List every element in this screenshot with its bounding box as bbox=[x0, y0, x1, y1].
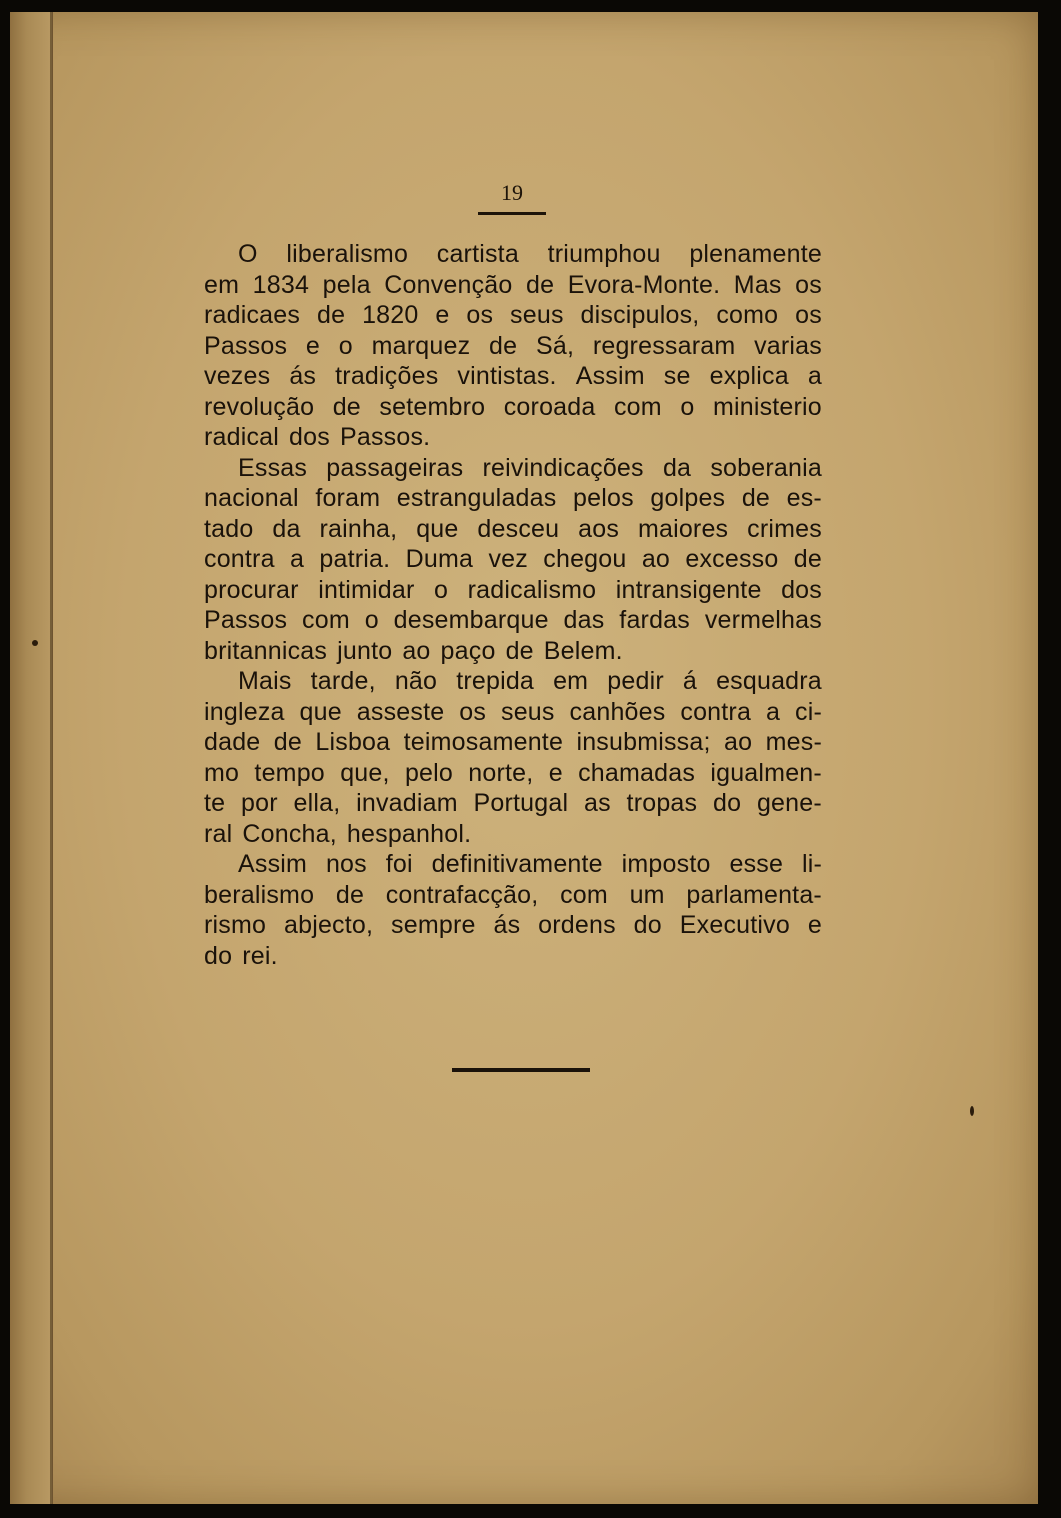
word: tarde, bbox=[310, 667, 376, 695]
word: de bbox=[332, 392, 361, 421]
word: dos bbox=[781, 575, 822, 604]
ink-speck bbox=[970, 1106, 974, 1116]
word: ao bbox=[402, 636, 431, 665]
word: Executivo bbox=[679, 911, 790, 939]
word: os bbox=[466, 301, 494, 329]
text-line bbox=[204, 819, 822, 850]
text-line bbox=[204, 727, 822, 758]
word: de bbox=[273, 728, 303, 756]
word: Portugal bbox=[473, 789, 569, 817]
word: a bbox=[765, 697, 781, 726]
word: Sá, bbox=[535, 331, 575, 360]
word: procurar bbox=[204, 575, 299, 604]
word: invadiam bbox=[356, 789, 458, 817]
word: triumphou bbox=[547, 240, 661, 268]
word: maiores bbox=[637, 514, 729, 543]
word: mes- bbox=[765, 728, 822, 756]
word: ministerio bbox=[712, 392, 822, 421]
word: paço bbox=[440, 636, 496, 665]
word: es- bbox=[786, 484, 822, 512]
word: o bbox=[680, 392, 695, 421]
word: Passos bbox=[204, 606, 288, 634]
text-line bbox=[204, 544, 822, 575]
binding-edge bbox=[50, 12, 52, 1504]
text-line bbox=[204, 361, 822, 392]
word: setembro bbox=[379, 392, 486, 421]
word: nos bbox=[325, 850, 367, 878]
word: pedir bbox=[607, 667, 664, 695]
word: pela bbox=[322, 270, 371, 299]
word: Passos bbox=[204, 331, 288, 360]
text-line bbox=[204, 239, 822, 270]
word: de bbox=[316, 301, 346, 329]
word: chegou bbox=[543, 545, 627, 573]
word: imposto bbox=[621, 850, 711, 878]
text-line bbox=[204, 788, 822, 819]
text-line bbox=[204, 849, 822, 880]
word: que bbox=[416, 514, 459, 543]
word: foi bbox=[385, 850, 413, 878]
word: e bbox=[435, 301, 450, 329]
word: li- bbox=[801, 850, 822, 878]
word: das bbox=[563, 606, 605, 634]
word: o bbox=[338, 331, 353, 360]
text-line bbox=[204, 758, 822, 789]
word: radical bbox=[204, 423, 280, 451]
word: aos bbox=[578, 514, 620, 543]
text-line bbox=[204, 666, 822, 697]
word: da bbox=[662, 453, 692, 482]
word: a bbox=[290, 545, 305, 573]
word: os bbox=[795, 270, 822, 299]
word: com bbox=[302, 606, 350, 634]
word: cartista bbox=[436, 240, 519, 268]
word: tado bbox=[204, 514, 254, 543]
word: ordens bbox=[538, 911, 616, 939]
word: britannicas bbox=[204, 636, 328, 665]
word: abjecto, bbox=[283, 911, 374, 939]
word: contra bbox=[204, 545, 275, 573]
word: 1834 bbox=[252, 270, 310, 299]
word: patria. bbox=[319, 545, 391, 573]
word: fardas bbox=[619, 606, 690, 634]
word: gene- bbox=[756, 789, 822, 817]
word: plenamente bbox=[689, 240, 822, 268]
word: vez bbox=[488, 545, 528, 573]
word: em bbox=[204, 270, 240, 299]
word: do bbox=[633, 911, 662, 939]
word: em bbox=[553, 667, 589, 695]
word: ella, bbox=[293, 789, 341, 817]
word: sempre bbox=[391, 911, 476, 939]
word: esquadra bbox=[716, 667, 822, 695]
word: tropas bbox=[626, 789, 698, 817]
word: discipulos, bbox=[580, 301, 700, 329]
word: as bbox=[583, 789, 611, 817]
word: marquez bbox=[371, 331, 471, 360]
word: e bbox=[548, 758, 563, 787]
word: Essas bbox=[238, 453, 308, 482]
word: liberalismo bbox=[286, 240, 409, 268]
word: 1820 bbox=[362, 301, 419, 329]
word: insubmissa; bbox=[576, 728, 711, 756]
page-number-rule bbox=[478, 212, 546, 215]
end-rule bbox=[452, 1068, 590, 1072]
word: de bbox=[526, 270, 555, 299]
word: beralismo bbox=[204, 880, 315, 909]
word: á bbox=[682, 667, 698, 695]
word: que bbox=[299, 697, 342, 726]
word: coroada bbox=[503, 392, 596, 421]
word: seus bbox=[510, 301, 564, 329]
word: ás bbox=[289, 362, 317, 390]
word: Mais bbox=[238, 667, 292, 695]
word: do bbox=[712, 789, 742, 817]
page-binding bbox=[10, 12, 53, 1504]
text-line bbox=[204, 636, 822, 667]
word: ingleza bbox=[204, 697, 285, 726]
word: rei. bbox=[242, 941, 278, 970]
text-line bbox=[204, 300, 822, 331]
text-line bbox=[204, 575, 822, 606]
word: contrafacção, bbox=[385, 880, 539, 909]
word: que, bbox=[340, 758, 390, 787]
word: da bbox=[272, 514, 301, 543]
word: chamadas bbox=[578, 758, 696, 787]
word: Assim bbox=[238, 850, 308, 878]
word: hespanhol. bbox=[346, 819, 472, 848]
word: excesso bbox=[685, 545, 779, 573]
word: Concha, bbox=[242, 819, 337, 848]
word: nacional bbox=[204, 484, 299, 512]
word: de bbox=[335, 880, 365, 909]
word: pelo bbox=[404, 758, 454, 787]
word: um bbox=[629, 880, 665, 909]
word: varias bbox=[754, 331, 822, 360]
word: norte, bbox=[468, 758, 534, 787]
word: revolução bbox=[204, 392, 315, 421]
word: com bbox=[560, 880, 608, 909]
ink-speck bbox=[32, 640, 38, 646]
word: O bbox=[238, 240, 258, 268]
word: pelos bbox=[573, 484, 634, 512]
text-line bbox=[204, 392, 822, 423]
word: passageiras bbox=[326, 453, 464, 482]
word: com bbox=[613, 392, 662, 421]
page-number: 19 bbox=[501, 180, 523, 205]
word: regressaram bbox=[592, 331, 736, 360]
body-text bbox=[204, 239, 822, 971]
word: parlamenta- bbox=[686, 880, 822, 909]
word: Evora-Monte. bbox=[567, 270, 721, 299]
word: Duma bbox=[405, 545, 474, 573]
word: canhões bbox=[569, 697, 666, 726]
word: dos bbox=[289, 423, 330, 451]
word: Belem. bbox=[543, 636, 623, 665]
text-line bbox=[204, 697, 822, 728]
word: Assim bbox=[575, 362, 645, 390]
word: radicaes bbox=[204, 301, 301, 329]
word: dade bbox=[204, 728, 261, 756]
word: ci- bbox=[795, 697, 822, 726]
word: seus bbox=[501, 697, 555, 726]
word: crimes bbox=[747, 514, 822, 543]
word: do bbox=[204, 941, 233, 970]
word: e bbox=[305, 331, 321, 360]
word: Lisboa bbox=[315, 728, 391, 756]
word: intransigente bbox=[615, 575, 762, 604]
text-line bbox=[204, 270, 822, 301]
text-line bbox=[204, 941, 822, 972]
word: o bbox=[364, 606, 379, 634]
word: desceu bbox=[477, 514, 560, 543]
text-line bbox=[204, 483, 822, 514]
word: golpes bbox=[650, 484, 726, 512]
word: contra bbox=[680, 697, 752, 726]
word: os bbox=[795, 301, 822, 329]
word: radicalismo bbox=[467, 575, 597, 604]
word: intimidar bbox=[318, 575, 415, 604]
word: por bbox=[241, 789, 278, 817]
word: mo bbox=[204, 758, 240, 787]
word: de bbox=[741, 484, 771, 512]
word: Passos. bbox=[339, 423, 431, 451]
word: vintistas. bbox=[457, 362, 557, 390]
word: de bbox=[505, 636, 534, 665]
word: definitivamente bbox=[431, 850, 603, 878]
word: foram bbox=[315, 484, 381, 512]
word: esse bbox=[729, 850, 784, 878]
word: soberania bbox=[710, 453, 822, 482]
word: se bbox=[663, 362, 691, 390]
word: teimosamente bbox=[403, 728, 564, 756]
text-line bbox=[204, 453, 822, 484]
text-line bbox=[204, 880, 822, 911]
word: não bbox=[394, 667, 438, 695]
word: ao bbox=[724, 728, 753, 756]
word: ral bbox=[204, 819, 233, 848]
word: asseste bbox=[356, 697, 445, 726]
word: os bbox=[459, 697, 487, 726]
word: te bbox=[204, 789, 226, 817]
word: como bbox=[716, 301, 779, 329]
word: o bbox=[434, 575, 449, 604]
word: a bbox=[807, 362, 822, 390]
word: de bbox=[793, 545, 822, 573]
word: ao bbox=[641, 545, 671, 573]
word: rainha, bbox=[319, 514, 398, 543]
word: trepida bbox=[456, 667, 535, 695]
text-line bbox=[204, 605, 822, 636]
text-line bbox=[204, 422, 822, 453]
word: reivindicações bbox=[482, 453, 644, 482]
word: vermelhas bbox=[704, 606, 822, 634]
text-line bbox=[204, 514, 822, 545]
word: vezes bbox=[204, 362, 271, 390]
text-line bbox=[204, 331, 822, 362]
book-page bbox=[10, 12, 1038, 1504]
word: rismo bbox=[204, 911, 267, 939]
word: ás bbox=[493, 911, 521, 939]
word: explica bbox=[709, 362, 789, 390]
word: Convenção bbox=[384, 270, 513, 299]
word: desembarque bbox=[393, 606, 549, 634]
text-line bbox=[204, 910, 822, 941]
word: estranguladas bbox=[396, 484, 557, 512]
word: de bbox=[489, 331, 518, 360]
word: igualmen- bbox=[710, 758, 822, 787]
word: e bbox=[807, 911, 822, 939]
word: junto bbox=[337, 636, 393, 665]
word: Mas bbox=[733, 270, 782, 299]
word: tradições bbox=[335, 362, 439, 390]
word: tempo bbox=[254, 758, 325, 787]
